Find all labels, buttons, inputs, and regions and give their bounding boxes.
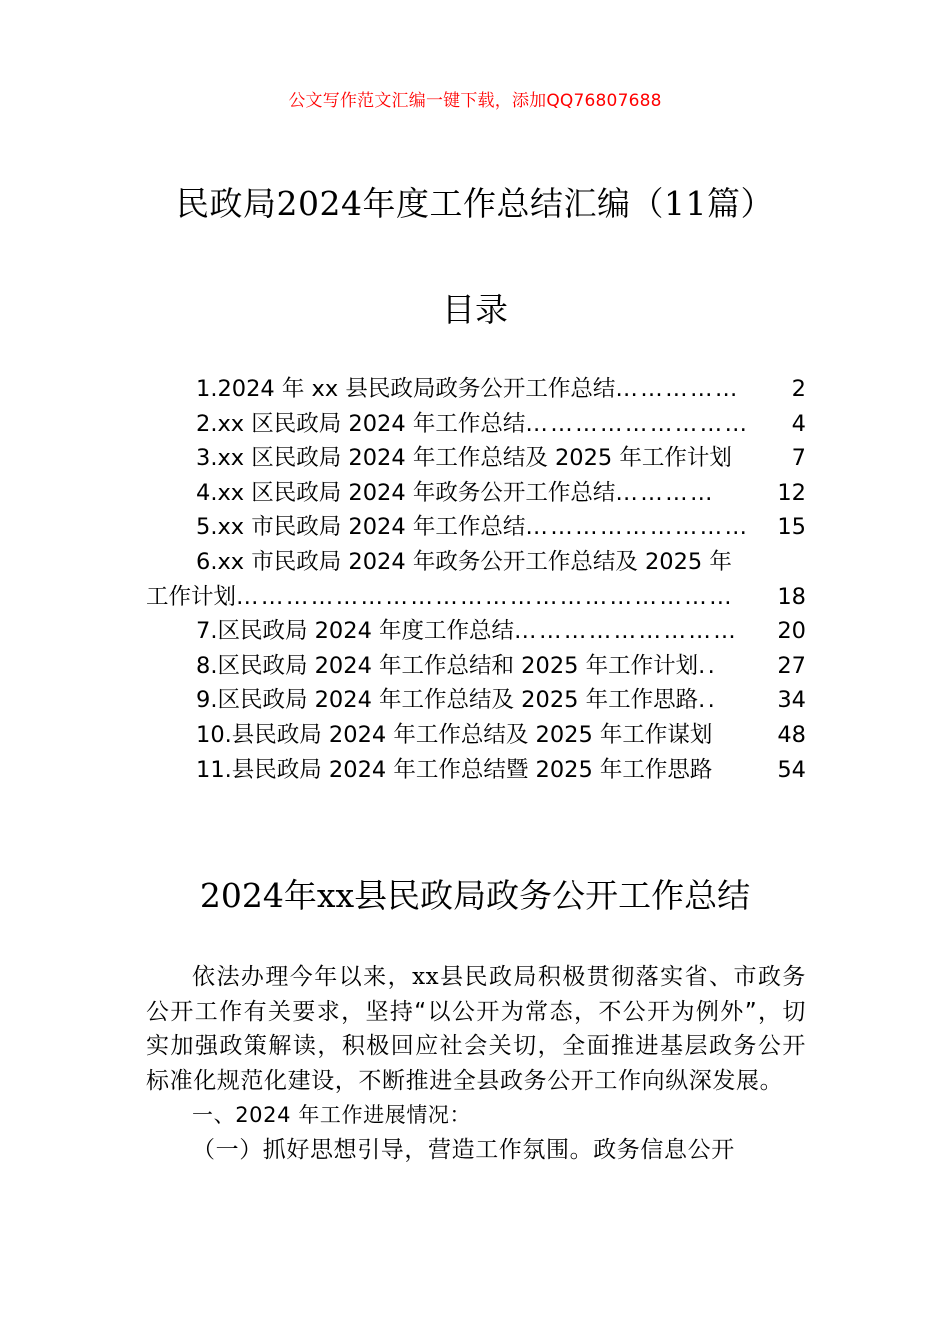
intro-part-a: 依法办理今年以来， [192,964,413,990]
section-title-year: 2024 [199,876,284,915]
toc-entry-leader [732,441,792,476]
title-year: 2024 [276,184,363,223]
toc-entry-title: 5.xx 市民政局 2024 年工作总结 [196,514,526,541]
section-title-part-b: 县民政局政务公开工作总结 [354,876,751,915]
toc-entry-leader: ……………………… [525,410,750,437]
toc-entry-title: 7.区民政局 2024 年度工作总结 [196,618,515,645]
title-middle: 年度工作总结汇编（ [362,184,664,223]
toc-entry-title: 2.xx 区民政局 2024 年工作总结 [196,410,526,437]
toc-entry-title: 10.县民政局 2024 年工作总结及 2025 年工作谋划 [196,721,713,748]
toc-entry[interactable] [146,718,806,753]
toc-entry[interactable] [146,545,806,580]
toc-entry[interactable] [146,649,806,684]
toc-entry-title: 4.xx 区民政局 2024 年政务公开工作总结 [196,479,616,506]
toc-entry-title: 3.xx 区民政局 2024 年工作总结及 2025 年工作计划 [196,445,732,472]
toc-entry-leader [732,545,806,580]
toc-entry[interactable] [146,372,806,407]
toc-entry-page-number: 4 [791,410,806,437]
toc-entry[interactable] [146,441,806,476]
toc-entry-title: 1.2024 年 xx 县民政局政务公开工作总结 [196,376,616,402]
download-banner-text: 公文写作范文汇编一键下载，添加QQ76807688 [288,91,662,111]
document-title [0,178,950,225]
toc-entry-leader: .. [698,687,718,714]
toc-entry-page-number: 15 [777,514,806,541]
toc-entry-page-number: 27 [777,652,806,679]
toc-entry[interactable] [146,407,806,442]
toc-entry-page-number: 48 [777,721,806,748]
toc-entry-page-number: 20 [777,618,806,645]
toc-entry-leader: ……………………… [525,514,750,541]
body-paragraph-intro [146,960,806,1098]
toc-entry-leader [712,718,777,753]
toc-entry-leader [712,753,777,788]
section-title-xx: xx [316,876,355,915]
toc-entry[interactable] [146,476,806,511]
toc-entry-title: 工作计划 [146,583,237,610]
section-title [0,870,950,917]
toc-entry[interactable] [146,614,806,649]
toc-entry-title: 6.xx 市民政局 2024 年政务公开工作总结及 2025 年 [196,548,732,575]
toc-entry[interactable] [146,510,806,545]
toc-entry-title: 8.区民政局 2024 年工作总结和 2025 年工作计划 [196,652,699,679]
toc-entry-leader: .. [698,652,718,679]
toc-entry-leader: …………………………………………………… [236,583,735,610]
body-paragraph-section-1: （一）抓好思想引导，营造工作氛围。政务信息公开 [192,1136,735,1163]
toc-entry-page-number: 2 [791,376,806,402]
toc-entry-leader: …………… [615,376,740,402]
toc-entry[interactable] [146,580,806,615]
title-count: 11 [663,184,707,223]
toc-entry[interactable] [146,753,806,788]
toc-heading: 目录 [442,290,508,329]
toc-entry-page-number: 34 [777,687,806,714]
intro-part-b: 县民政局积极贯彻落实省、市政务公开工作有关要求，坚持“以公开为常态，不公开为例外”，切实加强政策解读，积极回应社会关切，全面推进基层政务公开标准化规范化建设，不断推进全县政务公开工作向纵深发展。 [146,964,807,1094]
toc-entry-page-number: 12 [777,479,806,506]
body-text [146,960,806,1168]
toc-entry-leader: ………… [615,479,715,506]
table-of-contents [146,372,806,787]
section-title-part-a: 年 [283,876,317,915]
title-suffix: 篇） [706,184,774,223]
body-subheading-1: 一、2024 年工作进展情况： [192,1103,472,1128]
toc-entry-page-number: 18 [777,583,806,610]
toc-entry-leader: ……………………… [514,618,739,645]
toc-entry-page-number: 7 [791,445,806,472]
title-prefix: 民政局 [176,184,277,223]
toc-entry-title: 9.区民政局 2024 年工作总结及 2025 年工作思路 [196,687,699,714]
intro-xx: xx [412,964,440,990]
toc-entry[interactable] [146,683,806,718]
toc-entry-page-number: 54 [777,756,806,783]
toc-entry-title: 11.县民政局 2024 年工作总结暨 2025 年工作思路 [196,756,713,783]
